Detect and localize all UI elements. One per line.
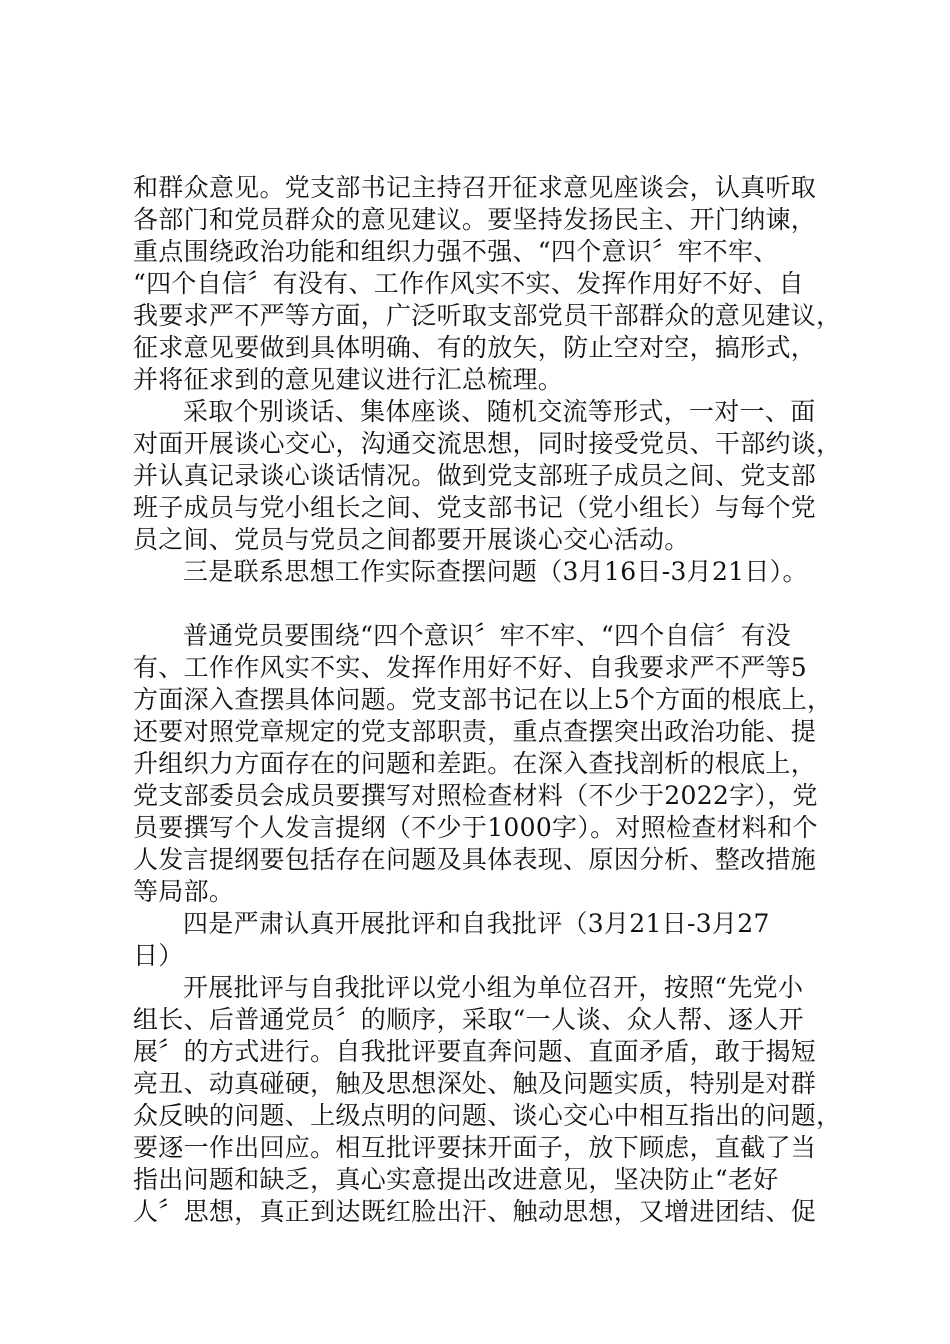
text-line: 升组织力方面存在的问题和差距。在深入查找剖析的根底上，	[133, 749, 817, 778]
text-line: 普通党员要围绕“四个意识〞牢不牢、“四个自信〞有没	[183, 621, 792, 650]
text-line: 并认真记录谈心谈话情况。做到党支部班子成员之间、党支部	[133, 461, 817, 490]
text-line: 方面深入查摆具体问题。党支部书记在以上5个方面的根底上，	[133, 685, 833, 714]
text-line: 等局部。	[133, 877, 235, 906]
text-line: 开展批评与自我批评以党小组为单位召开，按照“先党小	[183, 973, 804, 1002]
text-line: 人〞思想，真正到达既红脸出汗、触动思想，又增进团结、促	[133, 1197, 817, 1226]
text-line: 党支部委员会成员要撰写对照检查材料（不少于2022字），党	[133, 781, 818, 810]
text-line: 采取个别谈话、集体座谈、随机交流等形式，一对一、面	[183, 397, 816, 426]
text-line: 员之间、党员与党员之间都要开展谈心交心活动。	[133, 525, 690, 554]
text-line: 各部门和党员群众的意见建议。要坚持发扬民主、开门纳谏，	[133, 205, 817, 234]
text-line: 众反映的问题、上级点明的问题、谈心交心中相互指出的问题，	[133, 1101, 842, 1130]
text-line: 要逐一作出回应。相互批评要抹开面子，放下顾虑，直截了当	[133, 1133, 817, 1162]
section-heading-continued: 日）	[133, 941, 184, 970]
text-line: 征求意见要做到具体明确、有的放矢，防止空对空，搞形式，	[133, 333, 817, 362]
section-heading: 三是联系思想工作实际查摆问题（3月16日-3月21日）。	[183, 557, 808, 586]
text-line: 展〞的方式进行。自我批评要直奔问题、直面矛盾，敢于揭短	[133, 1037, 817, 1066]
text-line: 还要对照党章规定的党支部职责，重点查摆突出政治功能、提	[133, 717, 817, 746]
text-line: 我要求严不严等方面，广泛听取支部党员干部群众的意见建议，	[133, 301, 842, 330]
text-line: 亮丑、动真碰硬，触及思想深处、触及问题实质，特别是对群	[133, 1069, 817, 1098]
text-line: 指出问题和缺乏，真心实意提出改进意见，坚决防止“老好	[133, 1165, 779, 1194]
text-line: 重点围绕政治功能和组织力强不强、“四个意识〞牢不牢、	[133, 237, 779, 266]
text-line: 有、工作作风实不实、发挥作用好不好、自我要求严不严等5	[133, 653, 808, 682]
section-heading: 四是严肃认真开展批评和自我批评（3月21日-3月27	[183, 909, 770, 938]
text-line: 并将征求到的意见建议进行汇总梳理。	[133, 365, 564, 394]
text-line: 班子成员与党小组长之间、党支部书记（党小组长）与每个党	[133, 493, 817, 522]
text-line: 对面开展谈心交心，沟通交流思想，同时接受党员、干部约谈，	[133, 429, 842, 458]
text-line: 员要撰写个人发言提纲（不少于1000字）。对照检查材料和个	[133, 813, 818, 842]
text-line: 组长、后普通党员〞的顺序，采取“一人谈、众人帮、逐人开	[133, 1005, 804, 1034]
text-line: “四个自信〞有没有、工作作风实不实、发挥作用好不好、自	[133, 269, 804, 298]
text-line: 人发言提纲要包括存在问题及具体表现、原因分析、整改措施	[133, 845, 817, 874]
text-line: 和群众意见。党支部书记主持召开征求意见座谈会，认真听取	[133, 173, 817, 202]
